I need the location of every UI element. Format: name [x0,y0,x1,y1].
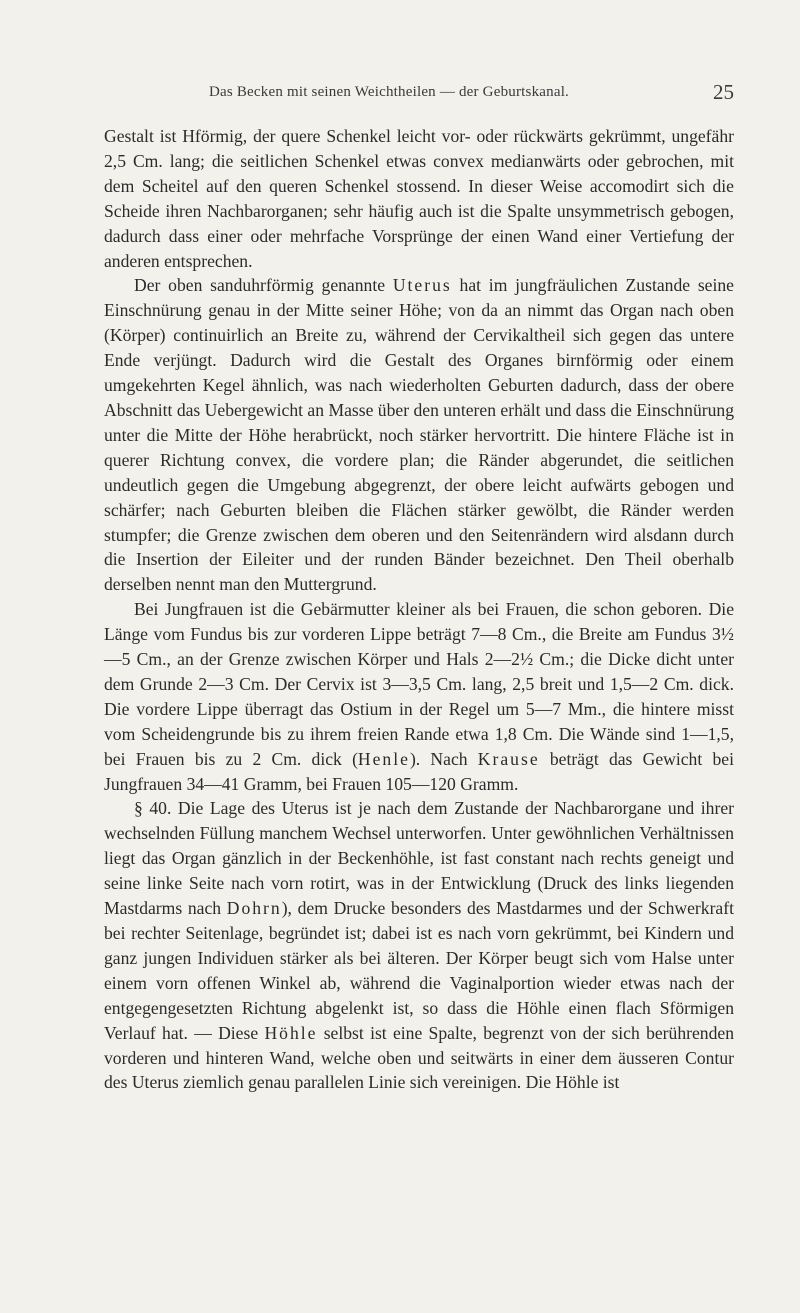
spaced-name: Uterus [392,275,452,296]
text-run: Der oben sanduhrförmig genannte [134,275,393,296]
text-run: § 40. Die Lage des Uterus ist je nach dem Zustande der Nachbarorgane und ihrer wechselnden Füllung manchem Wechsel unterworfen. Unter gewöhnlichen Verhältnissen liegt das Organ gänzlich in der Beckenhöhle, ist fast constant nach rechts geneigt und seine linke Seite nach vorn rotirt, was in der Entwicklung (Druck des links liegenden Mastdarms nach [104,798,734,919]
spaced-name: Dohrn [226,898,282,919]
paragraph [104,796,734,1095]
running-head [104,80,734,112]
text-run: selbst ist eine Spalte, begrenzt von der sich berührenden vorderen und hinteren Wand, welche oben und seitwärts in einer dem äusseren Contur des Uterus ziemlich genau parallelen Linie sich vereinigen. Die Höhle ist [104,1022,734,1093]
text-run: hat im jungfräulichen Zustande seine Einschnürung genau in der Mitte seiner Höhe; von da an nimmt das Organ nach oben (Körper) continuirlich an Breite zu, während der Cervikaltheil sich gegen das untere Ende verjüngt. Dadurch wird die Gestalt des Organes birnförmig oder einem umgekehrten Kegel ähnlich, was nach wiederholten Geburten dadurch, dass der obere Abschnitt das Uebergewicht an Masse über den unteren erhält und dass die Einschnürung unter die Mitte der Höhe herabrückt, noch stärker hervortritt. Die hintere Fläche ist in querer Richtung convex, die vordere plan; die Ränder abgerundet, die seitlichen undeutlich gegen die Umgebung abgegrenzt, der obere leicht aufwärts gebogen und schärfer; nach Geburten bleiben die Flächen stärker gewölbt, die Ränder werden stumpfer; die Grenze zwischen dem oberen und den Seitenrändern wird alsdann durch die Insertion der Eileiter und der runden Bänder bezeichnet. Den Theil oberhalb derselben nennt man den Muttergrund. [104,275,734,595]
text-run: Bei Jungfrauen ist die Gebärmutter kleiner als bei Frauen, die schon geboren. Die Länge vom Fundus bis zur vorderen Lippe beträgt 7—8 Cm., die Breite am Fundus 3½—5 Cm., an der Grenze zwischen Körper und Hals 2—2½ Cm.; die Dicke dicht unter dem Grunde 2—3 Cm. Der Cervix ist 3—3,5 Cm. lang, 2,5 breit und 1,5—2 Cm. dick. Die vordere Lippe überragt das Ostium in der Regel um 5—7 Mm., die hintere misst vom Scheidengrunde bis zu ihrem freien Rande etwa 1,8 Cm. Die Wände sind 1—1,5, bei Frauen bis zu 2 Cm. dick ( [104,599,734,769]
spaced-name: Henle [357,748,410,769]
text-run: Gestalt ist Hförmig, der quere Schenkel leicht vor- oder rückwärts gekrümmt, ungefähr 2,5 Cm. lang; die seitlichen Schenkel etwas convex medianwärts oder gebrochen, mit dem Scheitel auf den queren Schenkel stossend. In dieser Weise accomodirt sich die Scheide ihren Nachbarorganen; sehr häufig auch ist die Spalte unsymmetrisch gebogen, dadurch dass einer oder mehrfache Vorsprünge der einen Wand einer Vertiefung der anderen entsprechen. [104,126,734,271]
paragraph [104,273,734,597]
text-run: ), dem Drucke besonders des Mastdarmes und der Schwerkraft bei rechter Seitenlage, begründet ist; dabei ist es nach vorn gekrümmt, bei Kindern und ganz jungen Individuen stärker als bei älteren. Der Körper beugt sich vom Halse unter einem vorn offenen Winkel ab, während die Vaginalportion wieder etwas nach der entgegengesetzten Richtung abgelenkt ist, so dass die Höhle einen flach Sförmigen Verlauf hat. — Diese [104,898,734,1043]
running-head-title: Das Becken mit seinen Weichtheilen — der Geburtskanal. [208,84,570,100]
text-run: beträgt das Gewicht bei Jungfrauen 34—41 Gramm, bei Frauen 105—120 Gramm. [104,748,734,794]
text-run: ). Nach [409,748,478,769]
paragraph [104,124,734,273]
spaced-name: Krause [477,748,540,769]
body-text [104,124,734,1095]
page-number: 25 [713,80,734,104]
spaced-name: Höhle [264,1022,318,1043]
paragraph [104,597,734,796]
